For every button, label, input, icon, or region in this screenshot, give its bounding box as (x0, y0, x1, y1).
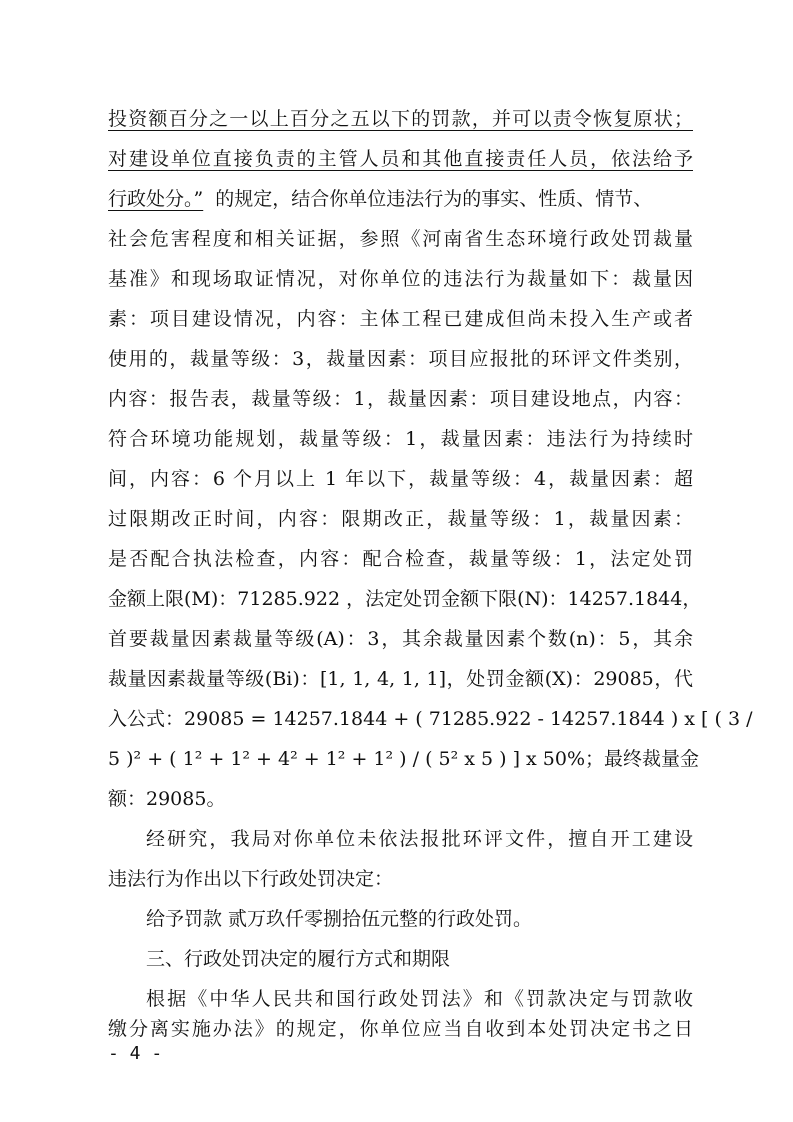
body-text-line: 投资额百分之一以上百分之五以下的罚款，并可以责令恢复原状； (108, 108, 693, 130)
body-text-line: 间，内容：6 个月以上 1 年以下，裁量等级：4，裁量因素：超 (108, 468, 693, 490)
plain-text-segment: 的规定，结合你单位违法行为的事实、性质、情节、 (215, 188, 653, 210)
body-text-line-mixed (108, 182, 693, 216)
body-text-line: 社会危害程度和相关证据，参照《河南省生态环境行政处罚裁量 (108, 228, 693, 250)
body-text-line: 违法行为作出以下行政处罚决定： (108, 868, 394, 890)
body-text-line: 对建设单位直接负责的主管人员和其他直接责任人员，依法给予 (108, 148, 693, 170)
paragraph-first-line: 根据《中华人民共和国行政处罚法》和《罚款决定与罚款收 (146, 988, 693, 1010)
body-text-line: 使用的，裁量等级：3，裁量因素：项目应报批的环评文件类别， (108, 348, 693, 370)
formula-line: 5 )² + ( 1² + 1² + 4² + 1² + 1² ) / ( 5² x 5 ) ] x 50%；最终裁量金 (108, 748, 700, 770)
formula-line: 入公式：29085 = 14257.1844 + ( 71285.922 - 14257.1844 ) x [ ( 3 / (108, 708, 753, 730)
body-text-line: 过限期改正时间，内容：限期改正，裁量等级：1，裁量因素： (108, 508, 693, 530)
body-text-line: 首要裁量因素裁量等级(A)：3，其余裁量因素个数(n)：5，其余 (108, 628, 693, 650)
section-heading: 三、行政处罚决定的履行方式和期限 (146, 948, 451, 970)
body-text-line: 基准》和现场取证情况，对你单位的违法行为裁量如下：裁量因 (108, 268, 693, 290)
body-text-line: 裁量因素裁量等级(Bi)：[1, 1, 4, 1, 1]，处罚金额(X)：29085，代 (108, 668, 693, 690)
body-text-line: 符合环境功能规划，裁量等级：1，裁量因素：违法行为持续时 (108, 428, 693, 450)
body-text-line: 内容：报告表，裁量等级：1，裁量因素：项目建设地点，内容： (108, 388, 693, 410)
body-text-line: 是否配合执法检查，内容：配合检查，裁量等级：1，法定处罚 (108, 548, 693, 570)
body-text-line: 额：29085。 (108, 788, 226, 810)
body-text-line: 素：项目建设情况，内容：主体工程已建成但尚未投入生产或者 (108, 308, 693, 330)
body-text-line: 金额上限(M)：71285.922 ，法定处罚金额下限(N)：14257.1844， (108, 588, 702, 610)
page-number: - 4 - (108, 1043, 163, 1064)
body-text-line: 缴分离实施办法》的规定，你单位应当自收到本处罚决定书之日 (108, 1018, 693, 1040)
penalty-decision-line: 给予罚款 贰万玖仟零捌拾伍元整的行政处罚。 (146, 908, 533, 930)
underlined-text-segment: 行政处分。” (108, 188, 204, 210)
paragraph-first-line: 经研究，我局对你单位未依法报批环评文件，擅自开工建设 (146, 828, 693, 850)
